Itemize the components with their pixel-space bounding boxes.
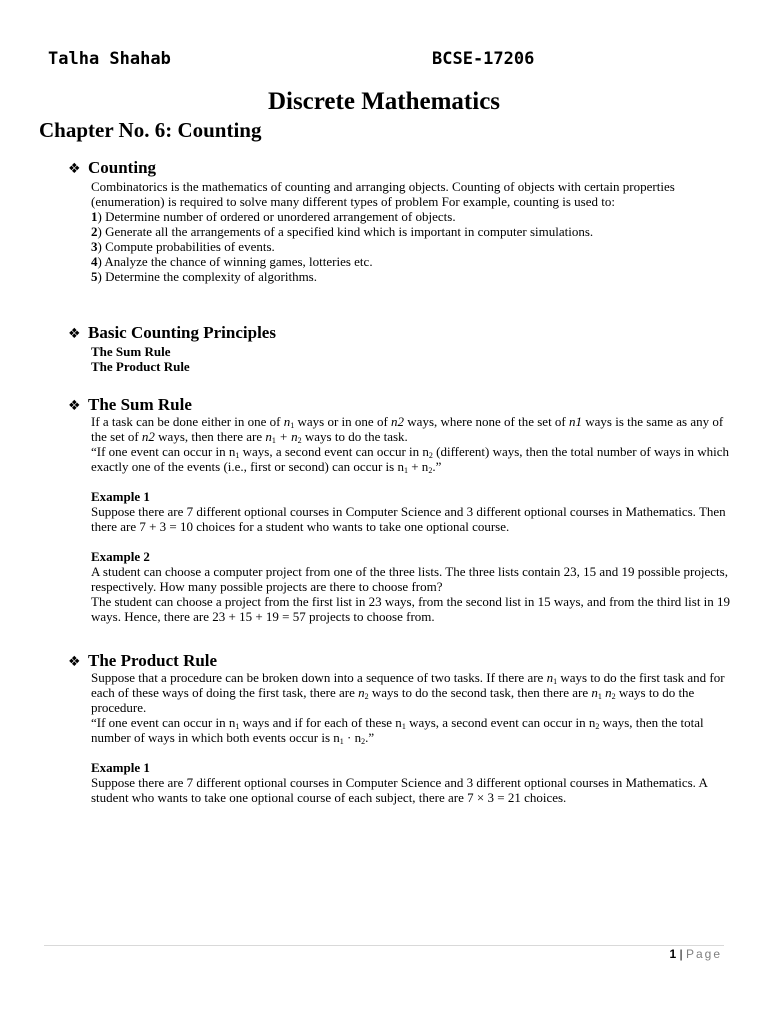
list-item: 4) Analyze the chance of winning games, lotteries etc. (91, 254, 373, 269)
diamond-bullet-icon: ❖ (68, 654, 81, 670)
principle-sum-rule: The Sum Rule (91, 344, 171, 359)
page-footer (669, 947, 722, 961)
student-id: BCSE-17206 (432, 49, 535, 69)
footer-divider (44, 945, 724, 946)
section-heading-basic-principles: ❖ Basic Counting Principles (68, 323, 276, 342)
section-heading-sum-rule: ❖ The Sum Rule (68, 395, 192, 414)
product-rule-definition: Suppose that a procedure can be broken down into a sequence of two tasks. If there are $n_1$ ways to do the first task and for each of these ways of doing the first task, there are $n_2$ ways to do the second task, then there are $n_1$ $n_2$ ways to do the procedure. (91, 670, 725, 715)
principle-product-rule: The Product Rule (91, 359, 190, 374)
list-item: 5) Determine the complexity of algorithms. (91, 269, 317, 284)
chapter-heading: Chapter No. 6: Counting (39, 118, 262, 142)
example-text: The student can choose a project from the first list in 23 ways, from the second list in 15 ways, and from the third list in 19 ways. Hence, there are 23 + 15 + 19 = 57 projects to choose from. (91, 594, 731, 624)
sum-rule-quote: “If one event can occur in $n_1$ ways, a second event can occur in $n_2$ (different) ways, then the total number of ways in which exactly one of the events (i.e., first or second) can occur is $n_1 + n_2$.” (91, 444, 730, 475)
section-heading-product-rule: ❖ The Product Rule (68, 651, 218, 670)
sum-rule-definition: If a task can be done either in one of $n_1$ ways or in one of n2 ways, where none of the set of n1 ways is the same as any of the set of n2 ways, then there are $n_1 + n_2$ ways to do the task. (91, 414, 724, 445)
product-rule-quote: “If one event can occur in $n_1$ ways and if for each of these $n_1$ ways, a second event can occur in $n_2$ ways, then the total number of ways in which both events occur is $n_1 \cdot n_2$.” (91, 715, 704, 746)
diamond-bullet-icon: ❖ (68, 161, 81, 177)
example-text: Suppose there are 7 different optional courses in Computer Science and 3 different optional courses in Mathematics. A student who wants to take one optional course of each subject, there are 7 × 3 = 21 choices. (91, 775, 708, 805)
list-item: 2) Generate all the arrangements of a specified kind which is important in computer simulations. (91, 224, 594, 239)
section-heading-counting: ❖ Counting (68, 158, 157, 177)
page-header (48, 49, 728, 73)
section-body-counting (91, 179, 731, 284)
footer-separator: | (679, 947, 683, 961)
example-title: Example 2 (91, 549, 150, 564)
example-text: A student can choose a computer project from one of the three lists. The three lists contain 23, 15 and 19 possible projects, respectively. How many possible projects are there to choose from? (91, 564, 728, 594)
example-title: Example 1 (91, 489, 150, 504)
example-title: Example 1 (91, 760, 150, 775)
diamond-bullet-icon: ❖ (68, 326, 81, 342)
list-item: 1) Determine number of ordered or unordered arrangement of objects. (91, 209, 456, 224)
section-body-product-rule (91, 670, 731, 805)
page-label: Page (685, 947, 722, 961)
section-body-sum-rule (91, 414, 731, 624)
counting-intro: Combinatorics is the mathematics of counting and arranging objects. Counting of objects with certain properties (enumeration) is required to solve many different types of problem For example, counting is used to: (91, 179, 675, 209)
example-text: Suppose there are 7 different optional courses in Computer Science and 3 different optional courses in Mathematics. Then there are 7 + 3 = 10 choices for a student who wants to take one optional course. (91, 504, 726, 534)
section-body-basic-principles (91, 344, 731, 374)
page-number: 1 (669, 947, 677, 961)
diamond-bullet-icon: ❖ (68, 398, 81, 414)
author-name: Talha Shahab (48, 49, 171, 69)
list-item: 3) Compute probabilities of events. (91, 239, 275, 254)
document-title: Discrete Mathematics (267, 88, 501, 115)
